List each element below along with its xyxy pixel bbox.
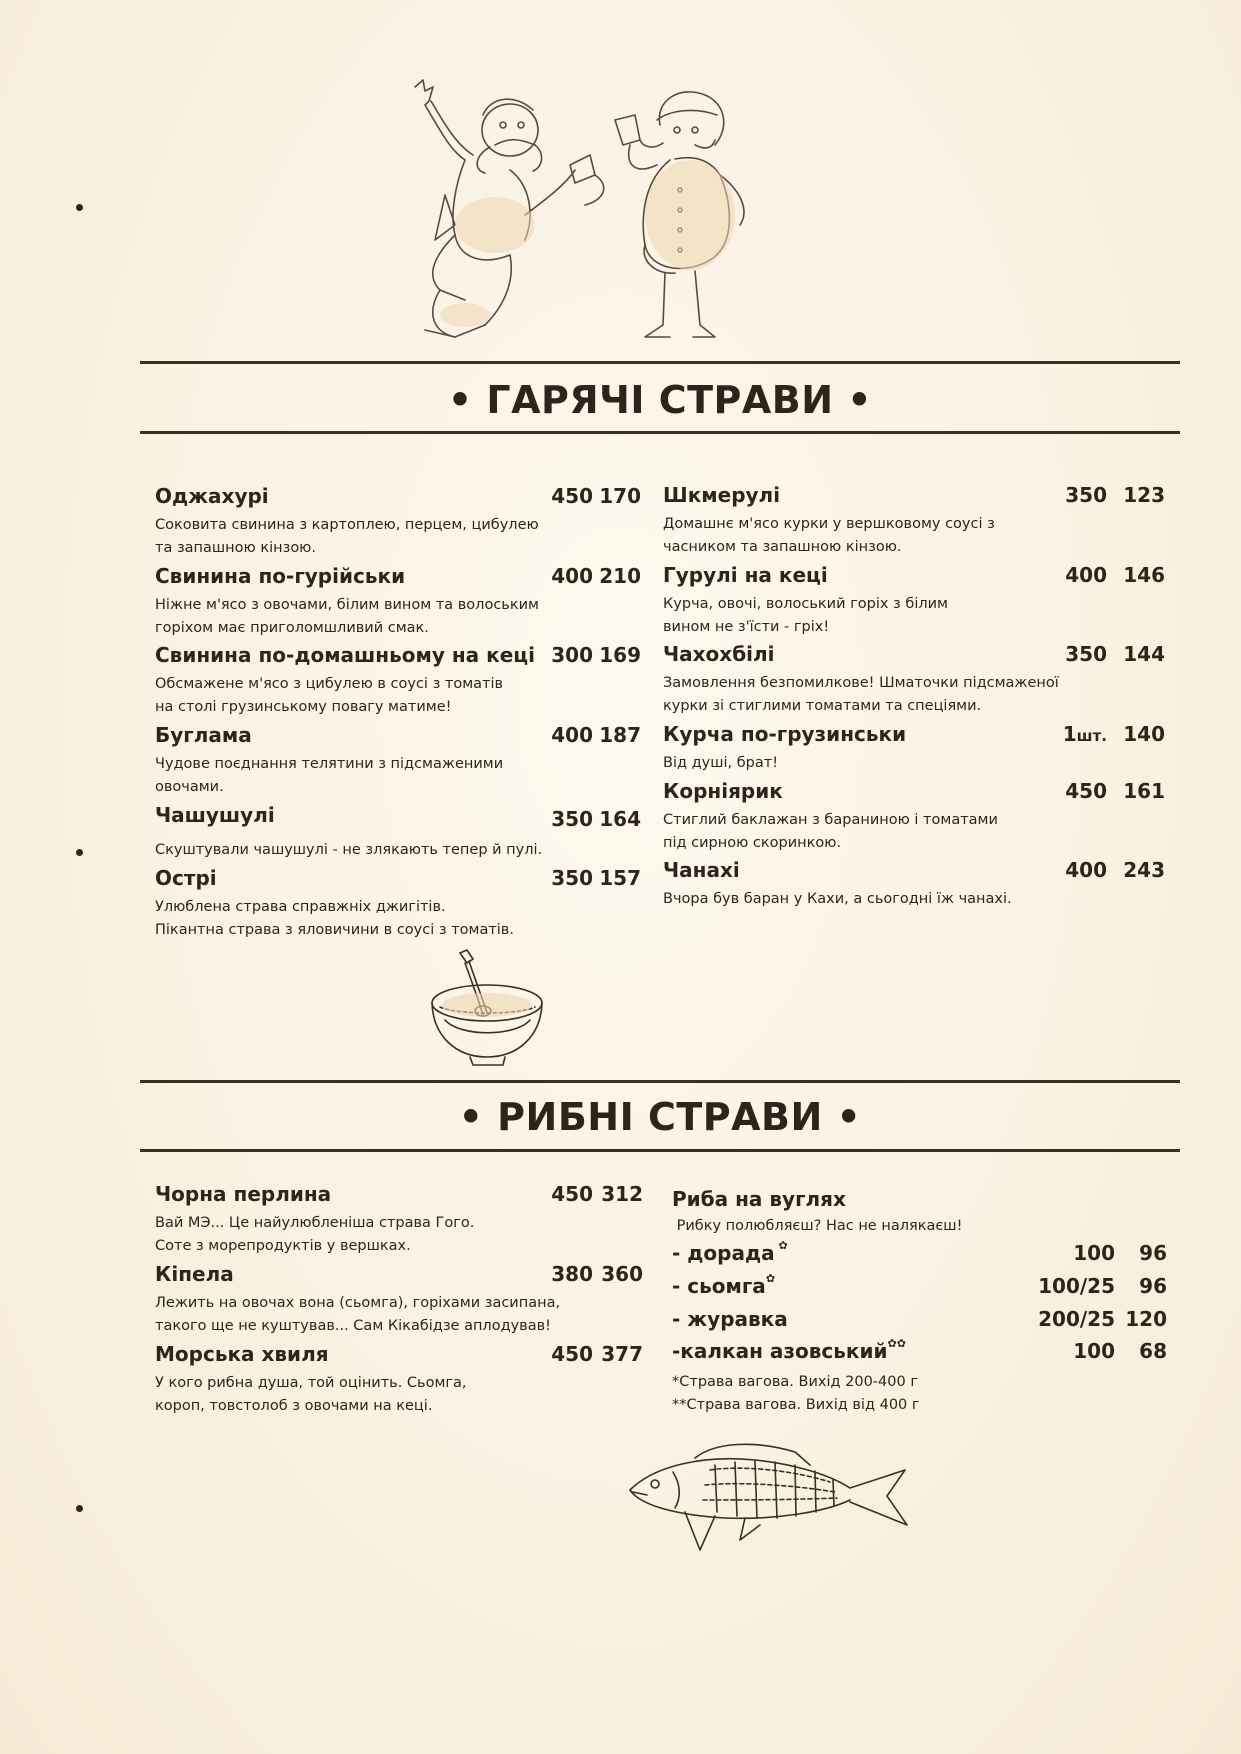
menu-item bbox=[155, 866, 645, 942]
footnote: *Страва вагова. Вихід 200-400 г bbox=[672, 1374, 918, 1390]
variant-name bbox=[672, 1241, 788, 1265]
weight-note-mark: ✿✿ bbox=[887, 1337, 906, 1350]
item-price: 161 bbox=[1123, 779, 1165, 803]
item-price: 170 bbox=[599, 484, 641, 508]
variant-price: 120 bbox=[1125, 1307, 1167, 1331]
item-weight: 350 bbox=[1065, 483, 1107, 507]
item-desc: такого ще не куштував... Сам Кікабідзе аплодував! bbox=[155, 1318, 551, 1334]
item-name: Чахохбілі bbox=[663, 642, 775, 666]
item-name: Буглама bbox=[155, 723, 252, 747]
menu-item bbox=[155, 803, 645, 862]
grill-desc: Рибку полюбляєш? Нас не налякаєш! bbox=[672, 1218, 963, 1234]
item-weight-value: 1 bbox=[1062, 722, 1077, 746]
section-title-hot: • ГАРЯЧІ СТРАВИ • bbox=[447, 378, 873, 422]
item-name: Шкмерулі bbox=[663, 483, 781, 507]
item-desc: Домашнє м'ясо курки у вершковому соусі з bbox=[663, 516, 995, 532]
menu-item bbox=[155, 1342, 645, 1418]
item-price: 140 bbox=[1123, 722, 1165, 746]
item-price: 187 bbox=[599, 723, 641, 747]
fish-variant-row bbox=[672, 1241, 1167, 1271]
item-weight: 350 bbox=[551, 807, 593, 831]
variant-label: - дорада bbox=[672, 1241, 775, 1265]
item-price: 146 bbox=[1123, 563, 1165, 587]
item-weight: 300 bbox=[551, 643, 593, 667]
menu-item bbox=[663, 722, 1165, 775]
divider-line bbox=[140, 361, 1180, 364]
weight-note-mark: ✿ bbox=[765, 1272, 776, 1285]
menu-item bbox=[155, 484, 645, 560]
variant-price: 96 bbox=[1139, 1241, 1167, 1265]
item-desc: У кого рибна душа, той оцінить. Сьомга, bbox=[155, 1375, 467, 1391]
variant-price: 96 bbox=[1139, 1274, 1167, 1298]
item-weight bbox=[1063, 722, 1107, 746]
menu-item bbox=[663, 858, 1165, 911]
item-desc: Від душі, брат! bbox=[663, 755, 779, 771]
fish-variant-row bbox=[672, 1274, 1167, 1304]
item-desc: на столі грузинському повагу матиме! bbox=[155, 699, 452, 715]
menu-item bbox=[663, 563, 1165, 639]
grill-title: Риба на вуглях bbox=[672, 1187, 846, 1211]
item-desc: Соковита свинина з картоплею, перцем, цибулею bbox=[155, 517, 539, 533]
item-desc: Стиглий баклажан з бараниною і томатами bbox=[663, 812, 998, 828]
item-weight: 450 bbox=[551, 484, 593, 508]
item-weight: 400 bbox=[551, 723, 593, 747]
item-desc: курки зі стиглими томатами та спеціями. bbox=[663, 698, 982, 714]
item-name: Чашушулі bbox=[155, 803, 275, 827]
item-price: 169 bbox=[599, 643, 641, 667]
menu-item bbox=[155, 1182, 645, 1258]
variant-name bbox=[672, 1339, 906, 1363]
fish-variant-row bbox=[672, 1339, 1167, 1369]
variant-label: - журавка bbox=[672, 1307, 788, 1331]
divider-line bbox=[140, 1149, 1180, 1152]
item-desc: горіхом має приголомшливий смак. bbox=[155, 620, 429, 636]
item-desc: Вай МЭ... Це найулюбленіша страва Гого. bbox=[155, 1215, 475, 1231]
divider-line bbox=[140, 1080, 1180, 1083]
menu-item bbox=[155, 723, 645, 799]
item-price: 312 bbox=[601, 1182, 643, 1206]
item-name: Корніярик bbox=[663, 779, 783, 803]
item-weight: 450 bbox=[551, 1342, 593, 1366]
item-desc: Чудове поєднання телятини з підсмаженими bbox=[155, 756, 504, 772]
item-name: Чорна перлина bbox=[155, 1182, 332, 1206]
item-desc: під сирною скоринкою. bbox=[663, 835, 842, 851]
item-desc: овочами. bbox=[155, 779, 224, 795]
item-weight: 450 bbox=[551, 1182, 593, 1206]
item-name: Оджахурі bbox=[155, 484, 269, 508]
item-price: 377 bbox=[601, 1342, 643, 1366]
section-title-fish: • РИБНІ СТРАВИ • bbox=[458, 1095, 862, 1139]
item-desc: часником та запашною кінзою. bbox=[663, 539, 902, 555]
item-desc: вином не з'їсти - гріх! bbox=[663, 619, 830, 635]
fish-illustration bbox=[625, 1440, 910, 1565]
item-desc: Вчора був баран у Кахи, а сьогодні їж чанахі. bbox=[663, 891, 1012, 907]
item-desc: Курча, овочі, волоський горіх з білим bbox=[663, 596, 948, 612]
margin-dot bbox=[76, 204, 83, 211]
divider-line bbox=[140, 431, 1180, 434]
item-price: 144 bbox=[1123, 642, 1165, 666]
item-price: 360 bbox=[601, 1262, 643, 1286]
menu-item bbox=[663, 642, 1165, 718]
variant-weight: 100 bbox=[1073, 1241, 1115, 1265]
item-weight: 400 bbox=[1065, 858, 1107, 882]
fish-variant-row bbox=[672, 1307, 1167, 1337]
weight-note-mark: ✿ bbox=[774, 1239, 788, 1252]
item-weight: 350 bbox=[1065, 642, 1107, 666]
item-weight: 400 bbox=[1065, 563, 1107, 587]
item-desc: Пікантна страва з яловичини в соусі з томатів. bbox=[155, 922, 514, 938]
item-name: Свинина по-гурійськи bbox=[155, 564, 406, 588]
item-name: Курча по-грузинськи bbox=[663, 722, 907, 746]
menu-item bbox=[155, 643, 645, 719]
item-name: Гурулі на кеці bbox=[663, 563, 828, 587]
margin-dot bbox=[76, 849, 83, 856]
variant-name bbox=[672, 1274, 775, 1298]
variant-label: - сьомга bbox=[672, 1274, 766, 1298]
item-price: 243 bbox=[1123, 858, 1165, 882]
item-weight: 350 bbox=[551, 866, 593, 890]
item-desc: Замовлення безпомилкове! Шматочки підсмаженої bbox=[663, 675, 1059, 691]
mortar-illustration bbox=[425, 945, 555, 1067]
menu-item bbox=[155, 1262, 645, 1338]
variant-weight: 100 bbox=[1073, 1339, 1115, 1363]
variant-weight: 200/25 bbox=[1038, 1307, 1115, 1331]
variant-weight: 100/25 bbox=[1038, 1274, 1115, 1298]
item-weight: 450 bbox=[1065, 779, 1107, 803]
item-price: 210 bbox=[599, 564, 641, 588]
item-desc: Обсмажене м'ясо з цибулею в соусі з томатів bbox=[155, 676, 504, 692]
menu-item bbox=[663, 779, 1165, 855]
item-desc: Улюблена страва справжніх джигітів. bbox=[155, 899, 446, 915]
item-price: 164 bbox=[599, 807, 641, 831]
item-weight: 380 bbox=[551, 1262, 593, 1286]
item-desc: Ніжне м'ясо з овочами, білим вином та волоським bbox=[155, 597, 539, 613]
margin-dot bbox=[76, 1505, 83, 1512]
item-name: Морська хвиля bbox=[155, 1342, 329, 1366]
item-weight: 400 bbox=[551, 564, 593, 588]
footnote: **Страва вагова. Вихід від 400 г bbox=[672, 1397, 920, 1413]
item-name: Острі bbox=[155, 866, 217, 890]
item-name: Свинина по-домашньому на кеці bbox=[155, 643, 535, 667]
item-desc: Соте з морепродуктів у вершках. bbox=[155, 1238, 411, 1254]
item-name: Кіпела bbox=[155, 1262, 234, 1286]
item-price: 123 bbox=[1123, 483, 1165, 507]
item-price: 157 bbox=[599, 866, 641, 890]
menu-item bbox=[155, 564, 645, 640]
item-desc: Лежить на овочах вона (сьомга), горіхами засипана, bbox=[155, 1295, 561, 1311]
variant-name bbox=[672, 1307, 788, 1331]
item-name: Чанахі bbox=[663, 858, 740, 882]
item-desc: короп, товстолоб з овочами на кеці. bbox=[155, 1398, 433, 1414]
item-desc: та запашною кінзою. bbox=[155, 540, 317, 556]
item-desc: Скуштували чашушулі - не злякають тепер й пулі. bbox=[155, 842, 543, 858]
variant-label: -калкан азовський bbox=[672, 1339, 888, 1363]
dancing-men-illustration bbox=[395, 75, 845, 355]
item-weight-unit: шт. bbox=[1076, 727, 1107, 745]
variant-price: 68 bbox=[1139, 1339, 1167, 1363]
menu-item bbox=[663, 483, 1165, 559]
